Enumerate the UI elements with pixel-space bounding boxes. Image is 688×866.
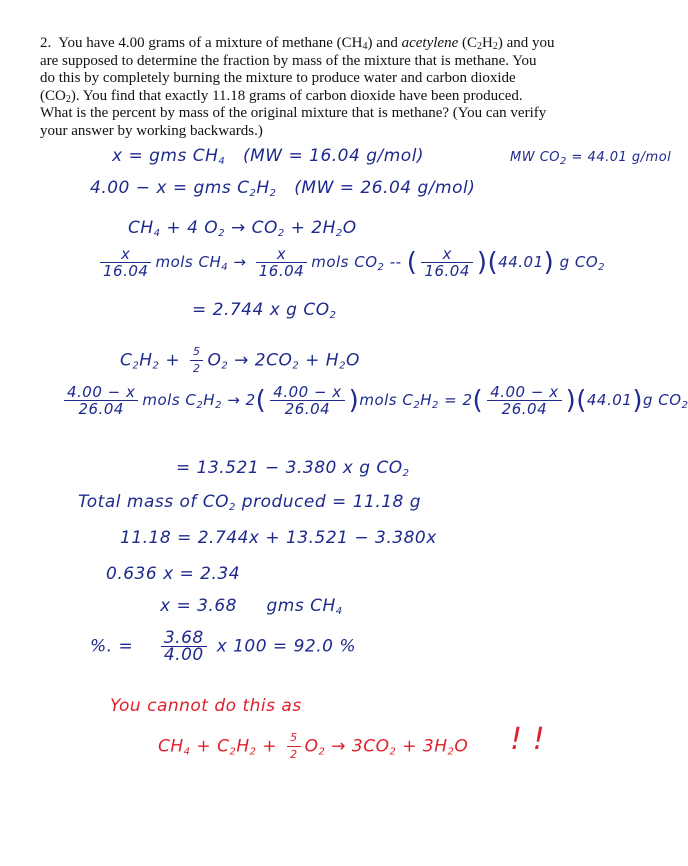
subscript: 2 bbox=[229, 746, 237, 758]
text: H bbox=[420, 391, 432, 409]
denominator: 2 bbox=[290, 748, 298, 761]
numerator: x bbox=[100, 246, 151, 263]
fraction bbox=[161, 630, 207, 663]
denominator: 4.00 bbox=[163, 645, 204, 665]
text: x = gms CH bbox=[112, 146, 219, 166]
text: → 3CO bbox=[325, 736, 390, 757]
numerator: x bbox=[421, 246, 472, 263]
fraction bbox=[100, 246, 151, 279]
text: → 2CO bbox=[228, 350, 293, 371]
text: 2 bbox=[245, 391, 256, 409]
text: O bbox=[342, 218, 357, 238]
text: H bbox=[139, 350, 153, 371]
text: + bbox=[256, 736, 284, 757]
paren: ) bbox=[632, 385, 643, 416]
subscript: 2 bbox=[152, 360, 160, 372]
numerator: 5 bbox=[287, 730, 301, 747]
text: %. = bbox=[90, 636, 134, 657]
subscript: 4 bbox=[362, 41, 368, 52]
subscript: 2 bbox=[389, 746, 397, 758]
text: g CO bbox=[643, 391, 682, 409]
numerator: 4.00 − x bbox=[64, 384, 138, 401]
subscript: 4 bbox=[218, 156, 226, 167]
subscript: 4 bbox=[153, 228, 161, 239]
text: ). You find that exactly 11.18 grams of carbon dioxide have been produced. bbox=[70, 87, 523, 104]
text: CH bbox=[158, 736, 184, 757]
text: CH bbox=[128, 218, 154, 238]
subscript: 2 bbox=[318, 746, 326, 758]
subscript: 2 bbox=[681, 400, 688, 411]
fraction bbox=[487, 384, 561, 417]
denominator: 26.04 bbox=[284, 400, 331, 418]
text: x 100 = 92.0 % bbox=[216, 636, 356, 657]
text: 44.01 bbox=[498, 253, 544, 271]
total-co2-line bbox=[78, 492, 421, 513]
text: ) and you bbox=[497, 35, 555, 51]
numerator: 4.00 − x bbox=[487, 384, 561, 401]
acetylene-combustion-equation bbox=[120, 344, 360, 377]
methane-co2-result bbox=[192, 300, 337, 321]
text: MW CO bbox=[510, 150, 561, 165]
text: H bbox=[481, 35, 493, 51]
subscript: 2 bbox=[292, 360, 300, 372]
problem-line-5: What is the percent by mass of the original mixture that is methane? (You can verify bbox=[40, 105, 547, 121]
text: (C bbox=[461, 35, 477, 51]
problem-line-4 bbox=[40, 88, 650, 106]
subscript: 2 bbox=[65, 93, 71, 105]
numerator: 3.68 bbox=[161, 630, 207, 647]
subscript: 2 bbox=[335, 228, 343, 239]
text: mols CO bbox=[311, 253, 378, 271]
text: O bbox=[454, 736, 469, 757]
text: H bbox=[236, 736, 250, 757]
paren: )( bbox=[565, 385, 587, 416]
text: Total mass of CO bbox=[78, 492, 230, 512]
subscript: 4 bbox=[221, 262, 229, 273]
subscript: 2 bbox=[476, 41, 482, 52]
simplified-equation: 0.636 x = 2.34 bbox=[106, 564, 241, 584]
problem-line-1 bbox=[40, 35, 650, 53]
paren: ( bbox=[472, 385, 484, 416]
problem-line-6: your answer by working backwards.) bbox=[40, 122, 263, 139]
paren: ( bbox=[255, 385, 267, 416]
paren: )( bbox=[476, 247, 499, 278]
problem-number: 2. bbox=[40, 35, 52, 51]
acetylene-definition bbox=[90, 178, 475, 199]
warning-note-line-1: You cannot do this as bbox=[110, 696, 302, 716]
subscript: 2 bbox=[447, 746, 455, 758]
text: gms CH bbox=[266, 596, 336, 616]
fraction bbox=[270, 384, 344, 417]
acetylene-co2-result bbox=[176, 458, 410, 479]
text: O bbox=[345, 350, 360, 371]
mass-balance-equation: 11.18 = 2.744x + 13.521 − 3.380x bbox=[120, 528, 437, 548]
denominator: 2 bbox=[192, 362, 201, 375]
warning-note-line-2 bbox=[158, 730, 468, 763]
text: ) and bbox=[367, 35, 398, 51]
subscript: 4 bbox=[183, 746, 191, 758]
text: g CO bbox=[559, 253, 599, 271]
text: O bbox=[304, 736, 319, 757]
text: (MW = 26.04 g/mol) bbox=[294, 178, 476, 198]
arrow: → bbox=[227, 391, 241, 409]
x-definition bbox=[112, 146, 424, 167]
text: H bbox=[256, 178, 270, 198]
arrow: → bbox=[233, 253, 247, 271]
percent-calculation bbox=[90, 630, 356, 663]
subscript: 2 bbox=[249, 746, 257, 758]
text: → CO bbox=[225, 218, 278, 238]
numerator: 4.00 − x bbox=[270, 384, 344, 401]
subscript: 2 bbox=[196, 400, 204, 411]
subscript: 2 bbox=[432, 400, 439, 411]
text: 44.01 bbox=[586, 391, 633, 409]
subscript: 2 bbox=[221, 360, 229, 372]
subscript: 2 bbox=[339, 360, 346, 372]
problem-statement bbox=[40, 35, 650, 140]
x-solution bbox=[160, 596, 343, 617]
text: O bbox=[207, 350, 222, 371]
subscript: 2 bbox=[218, 228, 226, 239]
fraction bbox=[256, 246, 307, 279]
text: = 2 bbox=[444, 391, 473, 409]
text: produced = 11.18 g bbox=[235, 492, 422, 512]
methane-mole-conversion: $\frac{x}{16.04}$ mols $CH_4$ → $\frac{x}{16.04}$ mols $CO_2$ -- ( $\frac{x}{16.04}$ )(44.01) g $CO_2$ bbox=[96, 246, 605, 279]
denominator: 16.04 bbox=[258, 262, 305, 280]
text: (MW = 16.04 g/mol) bbox=[242, 146, 425, 166]
text: H bbox=[203, 391, 216, 409]
subscript: 2 bbox=[413, 400, 421, 411]
text: = 2.744 x g CO bbox=[192, 300, 330, 320]
text: You have 4.00 grams of a mixture of methane (CH bbox=[58, 35, 363, 51]
text: x = 3.68 bbox=[160, 596, 237, 616]
problem-line-3: do this by completely burning the mixture to produce water and carbon dioxide bbox=[40, 70, 516, 86]
denominator: 16.04 bbox=[424, 262, 470, 280]
problem-line-2: are supposed to determine the fraction by mass of the mixture that is methane. You bbox=[40, 52, 537, 69]
subscript: 2 bbox=[132, 360, 140, 372]
subscript: 2 bbox=[402, 468, 410, 479]
exclamation-marks: ! ! bbox=[510, 722, 546, 757]
subscript: 2 bbox=[377, 262, 385, 273]
denominator: 26.04 bbox=[501, 400, 548, 418]
fraction bbox=[64, 384, 138, 417]
text: + 3H bbox=[396, 736, 448, 757]
subscript: 2 bbox=[277, 228, 285, 239]
paren: ) bbox=[348, 385, 360, 416]
text: + bbox=[159, 350, 186, 371]
acetylene-word: acetylene bbox=[401, 35, 459, 51]
text: mols C bbox=[142, 391, 197, 409]
fraction bbox=[190, 344, 204, 377]
subscript: 2 bbox=[329, 310, 337, 321]
fraction bbox=[421, 246, 472, 279]
paren: ) bbox=[543, 247, 555, 278]
subscript: 2 bbox=[269, 188, 277, 199]
co2-molar-mass bbox=[510, 150, 671, 167]
subscript: 2 bbox=[229, 502, 236, 513]
paren: ( bbox=[406, 247, 418, 278]
text: (CO bbox=[40, 87, 66, 104]
denominator: 16.04 bbox=[103, 262, 149, 280]
subscript: 2 bbox=[215, 400, 222, 411]
subscript: 4 bbox=[335, 606, 343, 617]
text: + 4 O bbox=[160, 218, 219, 238]
text: = 44.01 g/mol bbox=[566, 150, 672, 165]
text: = 13.521 − 3.380 x g CO bbox=[176, 458, 403, 478]
text: + H bbox=[299, 350, 340, 371]
text: 4.00 − x = gms C bbox=[90, 178, 250, 198]
text: + C bbox=[190, 736, 230, 757]
methane-combustion-equation bbox=[128, 218, 357, 239]
text: mols C bbox=[359, 391, 414, 409]
numerator: 5 bbox=[190, 344, 204, 361]
subscript: 2 bbox=[598, 262, 606, 273]
subscript: 2 bbox=[492, 41, 498, 52]
acetylene-mole-conversion bbox=[60, 384, 688, 417]
numerator: x bbox=[256, 246, 307, 263]
denominator: 26.04 bbox=[78, 400, 124, 418]
subscript: 2 bbox=[560, 156, 567, 167]
subscript: 2 bbox=[249, 188, 257, 199]
text: + 2H bbox=[284, 218, 336, 238]
text: mols CH bbox=[155, 253, 222, 271]
fraction bbox=[287, 730, 301, 763]
text: C bbox=[120, 350, 133, 371]
